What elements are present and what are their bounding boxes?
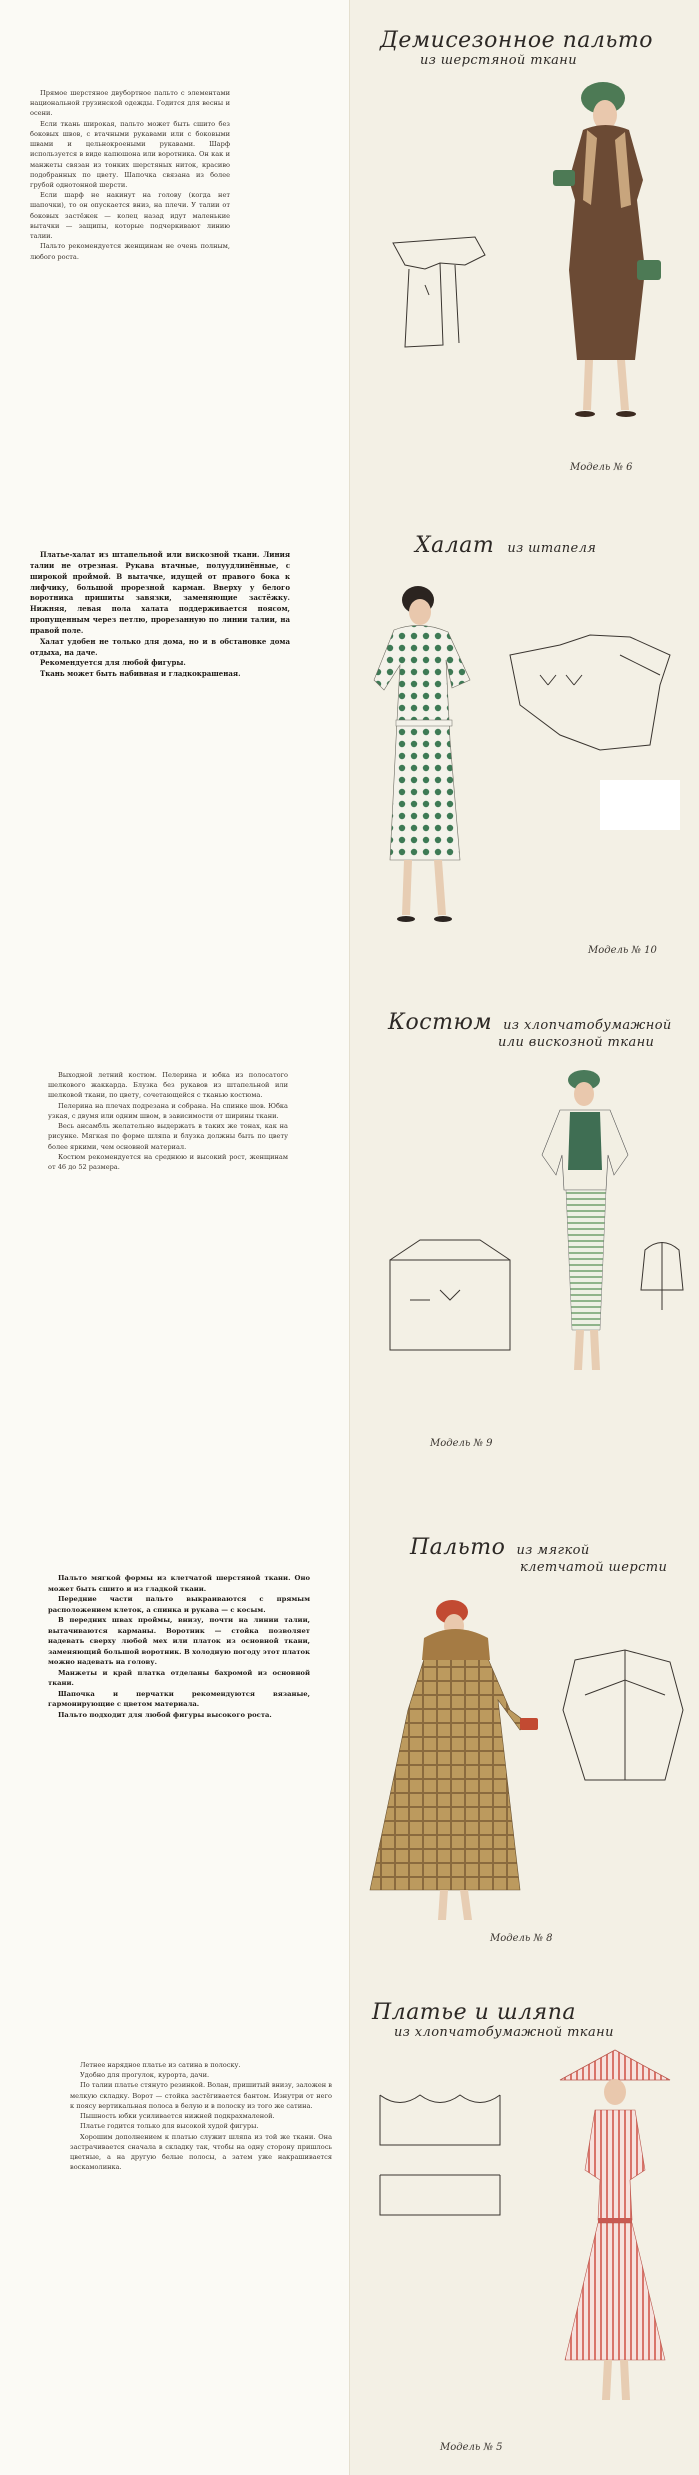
fashion-illustration <box>530 1060 640 1390</box>
pattern-sketch <box>370 2075 520 2225</box>
paragraph: Пелерина на плечах подрезана и собрана. На спинке шов. Юбка узкая, с двумя или одним швом, в зависимости от ширины ткани. <box>48 1101 288 1120</box>
pattern-sketch <box>635 1230 690 1320</box>
page-title <box>372 2000 614 2040</box>
page-model-8 <box>0 1485 699 1980</box>
title-main: Халат <box>415 533 495 558</box>
fashion-illustration <box>360 1590 560 1940</box>
title-main: Платье и шляпа <box>372 2000 577 2025</box>
title-main: Демисезонное пальто <box>380 28 654 53</box>
paragraph: В передних швах проймы, внизу, почти на линии талии, вытачиваются карманы. Воротник — стойка позволяет надевать сверху любой мех или платок из основной ткани, заменяющий большой воротник. В холодную погоду этот платок можно надевать на голову. <box>48 1616 310 1667</box>
paragraph: Ткань может быть набивная и гладкокрашеная. <box>40 669 241 679</box>
paragraph: Костюм рекомендуется на среднюю и высокий рост, женщинам от 46 до 52 размера. <box>48 1152 288 1171</box>
paragraph: Если ткань широкая, пальто может быть сшито без боковых швов, с втачными рукавами или с боковыми швами и цельнокроеными рукавами. Шарф используется в виде капюшона или воротника. Он как и манжеты связан из тонких шерстяных ниток, красиво подобранных по цвету. Шапочка связана из более грубой однотонной шерсти. <box>30 119 230 189</box>
page-model-9 <box>0 990 699 1485</box>
model-number: Модель № 6 <box>570 462 633 473</box>
paragraph: Летнее нарядное платье из сатина в полоску. <box>80 2061 241 2069</box>
page-title <box>410 1535 667 1575</box>
blank-patch <box>600 780 680 830</box>
description-text <box>30 88 230 262</box>
model-number: Модель № 5 <box>440 2442 503 2453</box>
pattern-sketch <box>500 615 680 765</box>
title-sub: из хлопчатобумажной <box>503 1018 672 1033</box>
text-sheet <box>0 1980 349 2475</box>
paragraph: Пальто мягкой формы из клетчатой шерстяной ткани. Оно может быть сшито и из гладкой ткани. <box>48 1574 310 1593</box>
model-number: Модель № 9 <box>430 1438 493 1449</box>
fashion-illustration <box>540 2040 690 2460</box>
paragraph: Пальто рекомендуется женщинам не очень полным, любого роста. <box>30 242 230 261</box>
text-sheet <box>0 990 349 1485</box>
description-text <box>48 1573 310 1720</box>
paragraph: Платье годится только для высокой худой фигуры. <box>80 2122 259 2131</box>
title-sub: или вискозной ткани <box>498 1035 655 1050</box>
page-model-10 <box>0 495 699 990</box>
paragraph: Рекомендуется для любой фигуры. <box>40 658 186 668</box>
paragraph: Удобно для прогулок, курорта, дачи. <box>80 2071 210 2080</box>
fashion-illustration <box>525 60 685 460</box>
paragraph: Платье-халат из штапельной или вискозной ткани. Линия талии не отрезная. Рукава втачные, полуудлинённые, с широкой проймой. В вытачке, идущей от правого бока к лифчику, большой прорезной карман. Вверху у белого воротника пришиты завязки, заменяющие застёжку. Нижняя, левая пола халата поддерживается поясом, пропущенным через петлю, прорезанную по линии талии, на правой поле. <box>30 550 290 635</box>
paragraph: Шапочка и перчатки рекомендуются вязаные, гармонирующие с цветом материала. <box>48 1689 310 1709</box>
title-sub: из хлопчатобумажной ткани <box>394 2025 614 2040</box>
page-model-6 <box>0 0 699 495</box>
paragraph: Хорошим дополнением к платью служит шляпа из той же ткани. Она застрачивается сначала в складку так, чтобы на одну сторону пришлось цветные, а на другую белые полосы, а затем уже накрашивается воскамолинка. <box>70 2132 332 2172</box>
title-sub: клетчатой шерсти <box>520 1560 668 1575</box>
model-number: Модель № 8 <box>490 1933 553 1944</box>
page-title <box>388 1010 672 1050</box>
pattern-sketch <box>380 1230 520 1360</box>
title-sub: из шерстяной ткани <box>420 53 578 68</box>
paragraph: Выходной летний костюм. Пелерина и юбка из полосатого шелкового жаккарда. Блузка без рукавов из штапельной или шелковой ткани, по цвету, сочетающейся с тканью костюма. <box>48 1071 288 1100</box>
title-main: Костюм <box>388 1010 493 1035</box>
title-sub: из мягкой <box>516 1543 590 1558</box>
paragraph: Манжеты и край платка отделаны бахромой из основной ткани. <box>48 1668 310 1688</box>
paragraph: Передние части пальто выкраиваются с прямым расположением клеток, а спинка и рукава — с косым. <box>48 1595 310 1614</box>
paragraph: Прямое шерстяное двубортное пальто с элементами национальной грузинской одежды. Годится для весны и осени. <box>30 89 230 118</box>
page-model-5 <box>0 1980 699 2475</box>
text-sheet <box>0 1485 349 1980</box>
paragraph: По талии платье стянуто резинкой. Волан, пришитый внизу, заложен в мелкую складку. Ворот — стойка застёгивается бантом. Изнутри от него к поясу вертикальная полоса в белую и в полоску из того же сатина. <box>70 2081 332 2110</box>
page-title <box>415 533 596 558</box>
description-text <box>30 550 290 680</box>
description-text <box>70 2060 332 2172</box>
title-sub: из штапеля <box>507 541 597 556</box>
paragraph: Халат удобен не только для дома, но и в обстановке дома отдыха, на даче. <box>30 636 290 657</box>
paragraph: Весь ансамбль желательно выдержать в таких же тонах, как на рисунке. Мягкая по форме шляпа и блузка должны быть по цвету более яркими, чем основной материал. <box>48 1122 288 1151</box>
paragraph: Пальто подходит для любой фигуры высокого роста. <box>58 1710 272 1719</box>
pattern-sketch <box>555 1640 690 1790</box>
model-number: Модель № 10 <box>588 945 657 956</box>
paragraph: Пышность юбки усиливается нижней подкрахмаленой. <box>80 2112 275 2121</box>
pattern-sketch <box>385 225 495 355</box>
paragraph: Если шарф не накинут на голову (когда нет шапочки), то он опускается вниз, на плечи. У талии от боковых застёжек — колец назад идут маленькие вытачки — защипы, которые подчеркивают линию талии. <box>30 191 230 241</box>
description-text <box>48 1070 288 1172</box>
fashion-illustration <box>360 570 490 960</box>
title-main: Пальто <box>410 1535 506 1560</box>
